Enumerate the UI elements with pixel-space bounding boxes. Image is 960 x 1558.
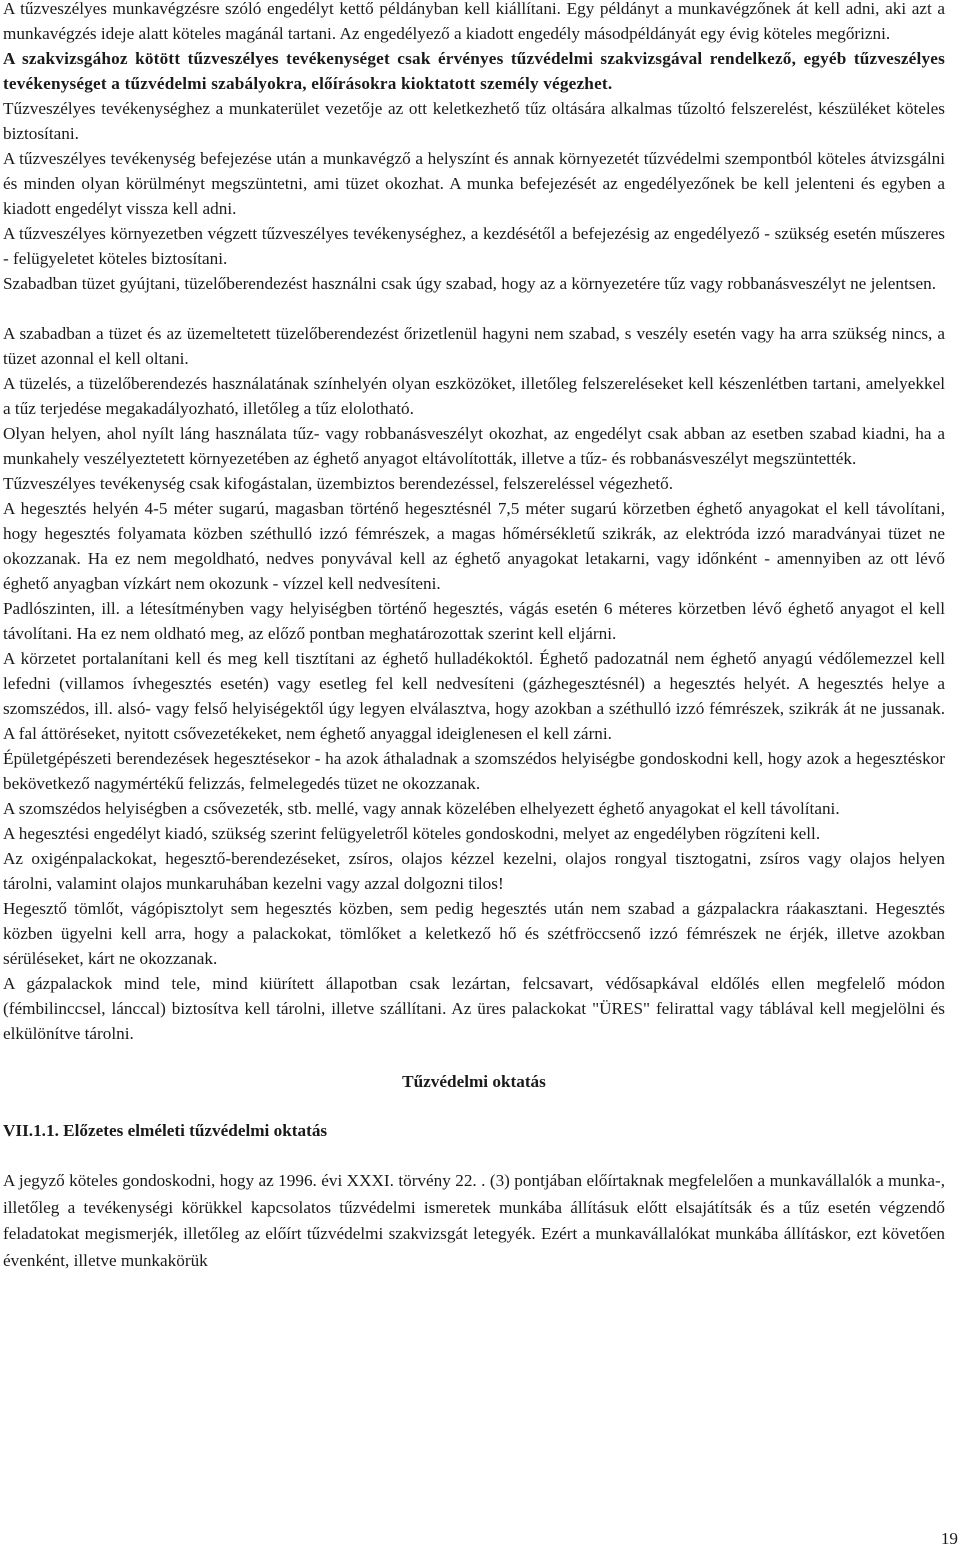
paragraph-oxygen-cylinders: Az oxigénpalackokat, hegesztő-berendezéseket, zsíros, olajos kézzel kezelni, olajos rongyal tisztogatni, zsíros vagy olajos helyen tárolni, valamint olajos munkaruhában kezelni vagy azzal dolgozni tilos! [3, 849, 945, 893]
paragraph-building-services: Épületgépészeti berendezések hegesztésekor - ha azok áthaladnak a szomszédos helyiségbe gondoskodni kell, hogy azok a hegesztéskor bekövetkező nagymértékű felizzás, felmelegedés tüzet ne okozzanak. [3, 749, 945, 793]
paragraph-equipment: Tűzveszélyes tevékenységhez a munkaterület vezetője az ott keletkezhető tűz oltására alkalmas tűzoltó felszerelést, készüléket köteles biztosítani. [3, 99, 945, 143]
paragraph-open-flame: Olyan helyen, ahol nyílt láng használata tűz- vagy robbanásveszélyt okozhat, az engedélyt csak abban az esetben szabad kiadni, ha a munkahely veszélyeztetett környezetében az éghető anyagot eltávolították, illetve a tűz- és robbanásveszélyt megszüntették. [3, 424, 945, 468]
paragraph-qualification: A szakvizsgához kötött tűzveszélyes tevékenységet csak érvényes tűzvédelmi szakvizsgával rendelkező, egyéb tűzveszélyes tevékenységet a tűzvédelmi szabályokra, előírásokra kioktatott személy végezhet. [3, 49, 945, 93]
paragraph-supervision: A tűzveszélyes környezetben végzett tűzveszélyes tevékenységhez, a kezdésétől a befejezésig az engedélyező - szükség esetén műszeres - felügyeletet köteles biztosítani. [3, 224, 945, 268]
paragraph-inspection: A tűzveszélyes tevékenység befejezése után a munkavégző a helyszínt és annak környezetét tűzvédelmi szempontból köteles átvizsgálni és minden olyan körülményt megszüntetni, ami tüzet okozhat. A munka befejezését az engedélyezőnek be kell jelenteni és egyben a kiadott engedélyt vissza kell adni. [3, 149, 945, 218]
paragraph-adjacent-room: A szomszédos helyiségben a csővezeték, stb. mellé, vagy annak közelében elhelyezett éghető anyagokat el kell távolítani. [3, 799, 840, 818]
paragraph-hoses: Hegesztő tömlőt, vágópisztolyt sem hegesztés közben, sem pedig hegesztés után nem szabad a gázpalackra ráakasztani. Hegesztés közben ügyelni kell arra, hogy a palackokat, tömlőket a keletkező hő és szétfröccsenő izzó fémrészek ne érjék, illetve azokban sérüléseket, kárt ne okozzanak. [3, 899, 945, 968]
paragraph-gas-cylinders: A gázpalackok mind tele, mind kiürített állapotban csak lezártan, felcsavart, védősapkával eldőlés ellen megfelelő módon (fémbilinccsel, lánccal) biztosítva kell tárolni, illetve szállítani. Az üres palackokat "ÜRES" felirattal vagy táblával kell megjelölni és elkülönítve tárolni. [3, 974, 945, 1043]
page-body [3, 0, 945, 1274]
paragraph-safe-equipment: Tűzveszélyes tevékenység csak kifogástalan, üzembiztos berendezéssel, felszereléssel végezhető. [3, 474, 674, 493]
paragraph-open-fire: Szabadban tüzet gyújtani, tüzelőberendezést használni csak úgy szabad, hogy az a környezetére tűz vagy robbanásveszélyt ne jelentsen. [3, 274, 936, 293]
paragraph-gap [3, 1143, 945, 1168]
paragraph-readiness: A tüzelés, a tüzelőberendezés használatának színhelyén olyan eszközöket, illetőleg felszereléseket kell készenlétben tartani, amelyekkel a tűz terjedése megakadályozható, illetőleg a tűz elolotható. [3, 374, 945, 418]
paragraph-floor-level: Padlószinten, ill. a létesítményben vagy helyiségben történő hegesztés, vágás esetén 6 méteres körzetben lévő éghető anyagot el kell távolítani. Ha ez nem oldható meg, az előző pontban meghatározottak szerint kell eljárni. [3, 599, 945, 643]
paragraph-unattended-fire: A szabadban a tüzet és az üzemeltetett tüzelőberendezést őrizetlenül hagyni nem szabad, s veszély esetén vagy ha arra szükség nincs, a tüzet azonnal el kell oltani. [3, 324, 945, 368]
page-number: 19 [940, 1529, 958, 1548]
paragraph-gap [3, 296, 945, 321]
paragraph-welding-radius: A hegesztés helyén 4-5 méter sugarú, magasban történő hegesztésnél 7,5 méter sugarú körzetben éghető anyagokat el kell távolítani, hogy hegesztés folyamata közben széthulló izzó fémrészek, a magas hőmérsékletű szikrák, az elektróda izzó maradványai tüzet ne okozzanak. Ha ez nem megoldható, nedves ponyvával kell az éghető anyagokat letakarni, vagy időnként - amennyiben az ott lévő éghető anyagban vízkárt nem okozunk - vízzel kell nedvesíteni. [3, 499, 945, 593]
subsection-heading: VII.1.1. Előzetes elméleti tűzvédelmi oktatás [3, 1121, 328, 1140]
section-title: Tűzvédelmi oktatás [402, 1072, 546, 1091]
paragraph-training: A jegyző köteles gondoskodni, hogy az 1996. évi XXXI. törvény 22. . (3) pontjában előírtaknak megfelelően a munkavállalók a munka-, illetőleg a tevékenységi körükkel kapcsolatos tűzvédelmi ismeretek munkába állításuk előtt elsajátítsák és a tűz esetén végzendő feladatokat megismerjék, illetőleg az előírt tűzvédelmi szakvizsgát letegyék. Ezért a munkavállalókat munkába állításkor, ezt követően évenként, illetve munkakörük [3, 1171, 945, 1270]
paragraph-permit-copies: A tűzveszélyes munkavégzésre szóló engedélyt kettő példányban kell kiállítani. Egy példányt a munkavégzőnek át kell adni, aki azt a munkavégzés ideje alatt köteles magánál tartani. Az engedélyező a kiadott engedély másodpéldányát egy évig köteles megőrizni. [3, 0, 945, 43]
paragraph-permit-supervision: A hegesztési engedélyt kiadó, szükség szerint felügyeletről köteles gondoskodni, melyet az engedélyben rögzíteni kell. [3, 824, 821, 843]
paragraph-dust-removal: A körzetet portalanítani kell és meg kell tisztítani az éghető hulladékoktól. Éghető padozatnál nem éghető anyagú védőlemezzel kell lefedni (villamos ívhegesztés esetén) vagy esetleg fel kell nedvesíteni (gázhegesztésnél) a hegesztés helyét. A hegesztés helye a szomszédos, ill. alsó- vagy felső helyiségektől úgy legyen elválasztva, hogy azokban a széthulló izzó fémrészek, szikrák át ne jussanak. A fal áttöréseket, nyitott csővezetékeket, nem éghető anyaggal ideiglenesen el kell zárni. [3, 649, 945, 743]
